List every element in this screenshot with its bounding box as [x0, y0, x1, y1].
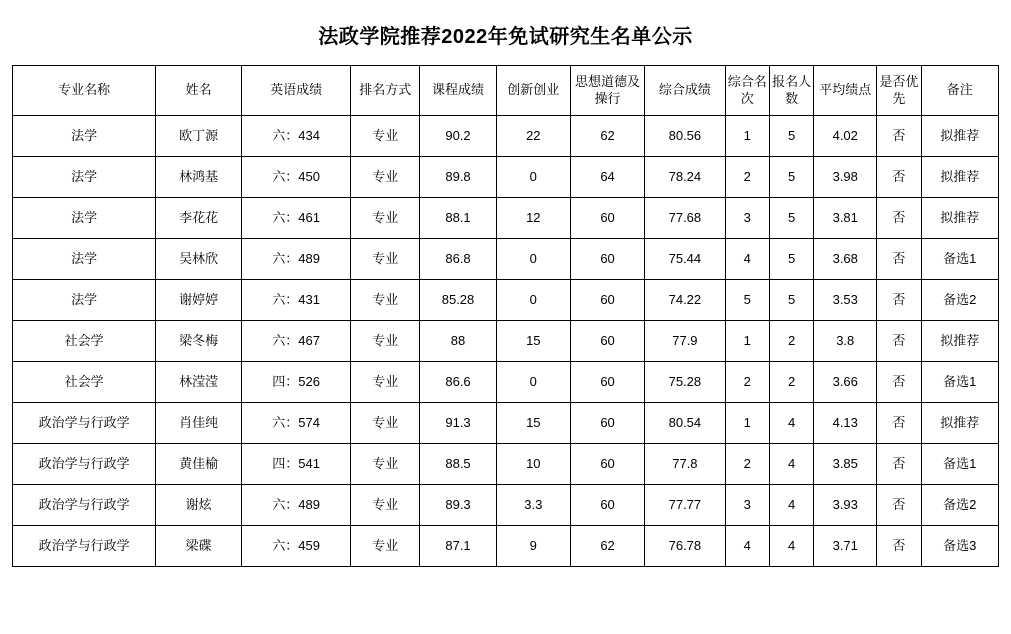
table-row [13, 526, 999, 567]
cell-innovation: 3.3 [496, 485, 570, 526]
cell-remarks: 拟推荐 [921, 403, 998, 444]
cell-name: 欧丁源 [156, 116, 242, 157]
cell-morality-conduct: 60 [570, 485, 644, 526]
cell-innovation: 22 [496, 116, 570, 157]
cell-applicant-count: 4 [769, 444, 813, 485]
cell-name: 肖佳纯 [156, 403, 242, 444]
cell-morality-conduct: 60 [570, 198, 644, 239]
table-header-row [13, 66, 999, 116]
table-row [13, 403, 999, 444]
cell-total-score: 77.68 [645, 198, 725, 239]
cell-course-score: 88.1 [420, 198, 496, 239]
cell-priority: 否 [877, 485, 921, 526]
cell-english-score: 六：489 [241, 239, 350, 280]
cell-applicant-count: 4 [769, 485, 813, 526]
cell-innovation: 0 [496, 280, 570, 321]
table-row [13, 485, 999, 526]
cell-morality-conduct: 62 [570, 116, 644, 157]
cell-gpa: 4.02 [814, 116, 877, 157]
cell-gpa: 3.66 [814, 362, 877, 403]
column-header-gpa: 平均绩点 [814, 66, 877, 116]
column-header-total-score: 综合成绩 [645, 66, 725, 116]
column-header-remarks: 备注 [921, 66, 998, 116]
cell-name: 谢炫 [156, 485, 242, 526]
cell-course-score: 87.1 [420, 526, 496, 567]
table-body [13, 116, 999, 567]
cell-course-score: 88 [420, 321, 496, 362]
cell-remarks: 拟推荐 [921, 198, 998, 239]
cell-morality-conduct: 62 [570, 526, 644, 567]
cell-gpa: 3.81 [814, 198, 877, 239]
column-header-morality-conduct: 思想道德及操行 [570, 66, 644, 116]
table-row [13, 321, 999, 362]
cell-remarks: 备选1 [921, 239, 998, 280]
cell-remarks: 拟推荐 [921, 157, 998, 198]
cell-total-rank: 3 [725, 485, 769, 526]
cell-course-score: 85.28 [420, 280, 496, 321]
cell-morality-conduct: 60 [570, 403, 644, 444]
cell-total-rank: 1 [725, 403, 769, 444]
cell-course-score: 90.2 [420, 116, 496, 157]
cell-total-score: 80.54 [645, 403, 725, 444]
cell-priority: 否 [877, 157, 921, 198]
cell-name: 黄佳榆 [156, 444, 242, 485]
table-row [13, 239, 999, 280]
cell-innovation: 9 [496, 526, 570, 567]
cell-total-score: 74.22 [645, 280, 725, 321]
cell-total-rank: 3 [725, 198, 769, 239]
cell-english-score: 四：541 [241, 444, 350, 485]
column-header-major: 专业名称 [13, 66, 156, 116]
cell-applicant-count: 5 [769, 157, 813, 198]
cell-remarks: 备选1 [921, 362, 998, 403]
cell-major: 政治学与行政学 [13, 444, 156, 485]
cell-english-score: 六：431 [241, 280, 350, 321]
table-container [0, 65, 1011, 567]
cell-morality-conduct: 60 [570, 280, 644, 321]
cell-morality-conduct: 64 [570, 157, 644, 198]
cell-english-score: 六：467 [241, 321, 350, 362]
cell-priority: 否 [877, 444, 921, 485]
cell-applicant-count: 5 [769, 280, 813, 321]
cell-course-score: 89.8 [420, 157, 496, 198]
cell-applicant-count: 4 [769, 526, 813, 567]
cell-priority: 否 [877, 280, 921, 321]
cell-applicant-count: 4 [769, 403, 813, 444]
cell-morality-conduct: 60 [570, 444, 644, 485]
cell-applicant-count: 5 [769, 198, 813, 239]
cell-ranking-method: 专业 [351, 280, 420, 321]
cell-innovation: 15 [496, 403, 570, 444]
cell-english-score: 六：450 [241, 157, 350, 198]
cell-course-score: 86.6 [420, 362, 496, 403]
cell-innovation: 12 [496, 198, 570, 239]
column-header-ranking-method: 排名方式 [351, 66, 420, 116]
cell-english-score: 六：489 [241, 485, 350, 526]
cell-remarks: 拟推荐 [921, 116, 998, 157]
cell-innovation: 0 [496, 362, 570, 403]
column-header-name: 姓名 [156, 66, 242, 116]
cell-applicant-count: 5 [769, 239, 813, 280]
cell-total-rank: 4 [725, 526, 769, 567]
cell-remarks: 拟推荐 [921, 321, 998, 362]
cell-english-score: 六：434 [241, 116, 350, 157]
cell-total-score: 75.44 [645, 239, 725, 280]
cell-priority: 否 [877, 239, 921, 280]
cell-gpa: 3.8 [814, 321, 877, 362]
cell-course-score: 91.3 [420, 403, 496, 444]
table-row [13, 198, 999, 239]
cell-major: 社会学 [13, 321, 156, 362]
cell-innovation: 0 [496, 239, 570, 280]
cell-major: 法学 [13, 239, 156, 280]
cell-priority: 否 [877, 526, 921, 567]
cell-total-score: 75.28 [645, 362, 725, 403]
cell-name: 林滢滢 [156, 362, 242, 403]
cell-major: 法学 [13, 198, 156, 239]
cell-priority: 否 [877, 362, 921, 403]
cell-innovation: 0 [496, 157, 570, 198]
cell-ranking-method: 专业 [351, 198, 420, 239]
cell-major: 政治学与行政学 [13, 403, 156, 444]
cell-morality-conduct: 60 [570, 239, 644, 280]
cell-total-rank: 2 [725, 444, 769, 485]
cell-total-score: 80.56 [645, 116, 725, 157]
cell-priority: 否 [877, 116, 921, 157]
cell-ranking-method: 专业 [351, 485, 420, 526]
cell-name: 梁碟 [156, 526, 242, 567]
cell-ranking-method: 专业 [351, 157, 420, 198]
cell-gpa: 3.68 [814, 239, 877, 280]
cell-applicant-count: 2 [769, 321, 813, 362]
table-row [13, 444, 999, 485]
cell-gpa: 3.53 [814, 280, 877, 321]
cell-total-rank: 1 [725, 116, 769, 157]
cell-name: 林鸿基 [156, 157, 242, 198]
table-row [13, 157, 999, 198]
column-header-course-score: 课程成绩 [420, 66, 496, 116]
cell-priority: 否 [877, 403, 921, 444]
cell-total-score: 77.77 [645, 485, 725, 526]
cell-gpa: 4.13 [814, 403, 877, 444]
cell-innovation: 10 [496, 444, 570, 485]
column-header-applicant-count: 报名人数 [769, 66, 813, 116]
column-header-innovation: 创新创业 [496, 66, 570, 116]
cell-applicant-count: 5 [769, 116, 813, 157]
cell-total-rank: 4 [725, 239, 769, 280]
cell-total-rank: 2 [725, 362, 769, 403]
cell-major: 政治学与行政学 [13, 526, 156, 567]
cell-course-score: 88.5 [420, 444, 496, 485]
cell-total-score: 77.8 [645, 444, 725, 485]
cell-name: 李花花 [156, 198, 242, 239]
cell-priority: 否 [877, 198, 921, 239]
cell-name: 梁冬梅 [156, 321, 242, 362]
cell-total-score: 76.78 [645, 526, 725, 567]
cell-ranking-method: 专业 [351, 321, 420, 362]
cell-english-score: 四：526 [241, 362, 350, 403]
cell-major: 法学 [13, 280, 156, 321]
cell-name: 谢婷婷 [156, 280, 242, 321]
cell-total-score: 78.24 [645, 157, 725, 198]
cell-ranking-method: 专业 [351, 362, 420, 403]
cell-major: 政治学与行政学 [13, 485, 156, 526]
cell-major: 法学 [13, 116, 156, 157]
cell-remarks: 备选3 [921, 526, 998, 567]
cell-english-score: 六：459 [241, 526, 350, 567]
cell-english-score: 六：461 [241, 198, 350, 239]
table-row [13, 116, 999, 157]
table-row [13, 280, 999, 321]
cell-ranking-method: 专业 [351, 403, 420, 444]
cell-ranking-method: 专业 [351, 526, 420, 567]
cell-gpa: 3.98 [814, 157, 877, 198]
cell-name: 吴林欣 [156, 239, 242, 280]
page-title: 法政学院推荐2022年免试研究生名单公示 [318, 26, 693, 48]
cell-total-rank: 5 [725, 280, 769, 321]
cell-priority: 否 [877, 321, 921, 362]
cell-total-rank: 2 [725, 157, 769, 198]
cell-innovation: 15 [496, 321, 570, 362]
cell-remarks: 备选2 [921, 485, 998, 526]
cell-ranking-method: 专业 [351, 444, 420, 485]
column-header-total-rank: 综合名次 [725, 66, 769, 116]
cell-applicant-count: 2 [769, 362, 813, 403]
cell-ranking-method: 专业 [351, 239, 420, 280]
column-header-priority: 是否优先 [877, 66, 921, 116]
cell-gpa: 3.93 [814, 485, 877, 526]
cell-remarks: 备选2 [921, 280, 998, 321]
cell-ranking-method: 专业 [351, 116, 420, 157]
cell-total-rank: 1 [725, 321, 769, 362]
cell-english-score: 六：574 [241, 403, 350, 444]
cell-course-score: 86.8 [420, 239, 496, 280]
cell-gpa: 3.85 [814, 444, 877, 485]
cell-morality-conduct: 60 [570, 321, 644, 362]
recommendation-table [12, 65, 999, 567]
column-header-english-score: 英语成绩 [241, 66, 350, 116]
cell-remarks: 备选1 [921, 444, 998, 485]
cell-major: 法学 [13, 157, 156, 198]
cell-gpa: 3.71 [814, 526, 877, 567]
cell-course-score: 89.3 [420, 485, 496, 526]
cell-morality-conduct: 60 [570, 362, 644, 403]
cell-major: 社会学 [13, 362, 156, 403]
cell-total-score: 77.9 [645, 321, 725, 362]
table-row [13, 362, 999, 403]
